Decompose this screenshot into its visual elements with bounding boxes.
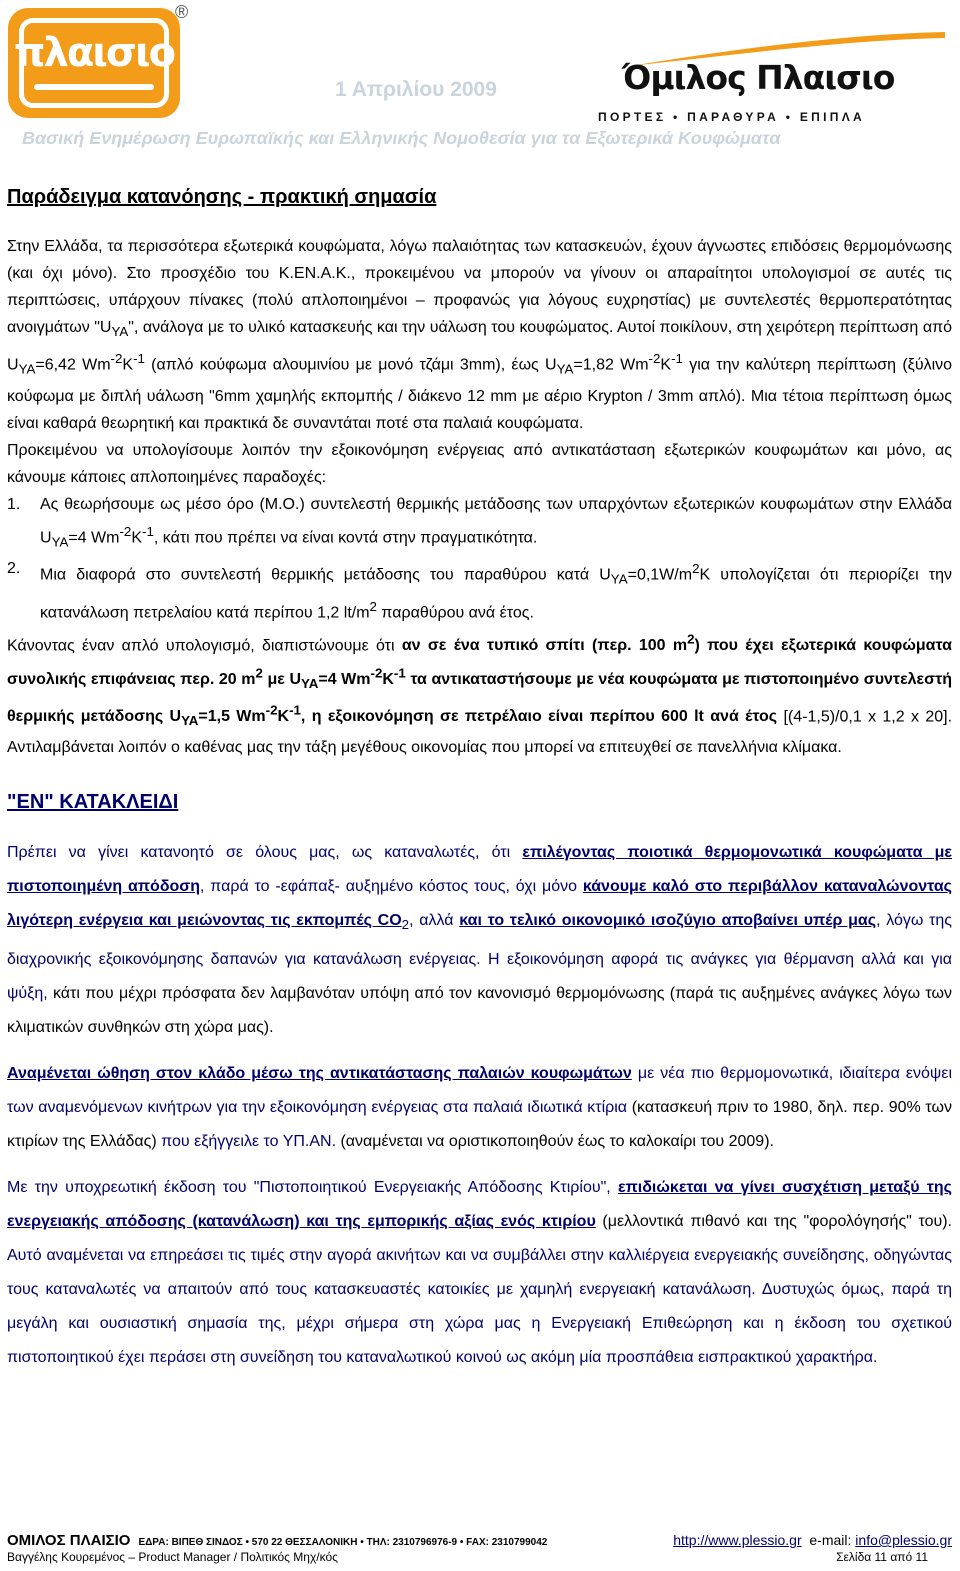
page-number: Σελίδα 11 από 11 [836, 1550, 928, 1564]
plaisio-logo [8, 8, 180, 118]
list-item: 2. Μια διαφορά στο συντελεστή θερμικής μετάδοσης του παραθύρου κατά $U_{\Upsilon A}=0,1W/m^2K$ υπολογίζεται ότι περιορίζει την κατανάλωση πετρελαίου κατά περίπου 1,2 $lt/m^2$ παραθύρου ανά έτος. [7, 560, 953, 622]
footer-company: ΟΜΙΛΟΣ ΠΛΑΙΣΙΟ [7, 1532, 131, 1549]
conclusion-paragraph-3: Με την υποχρεωτική έκδοση του "Πιστοποιητικού Ενεργειακής Απόδοσης Κτιρίου", επιδιώκεται να γίνει συσχέτιση μεταξύ της ενεργειακής απόδοσης (κατανάλωση) και της εμπορικής αξίας ενός κτιρίου (μελλοντικά πιθανό και της "φορολόγησής" του). Αυτό αναμένεται να επηρεάσει τις τιμές στην αγορά ακινήτων και να συμβάλλει στην καλλιέργεια ενεργειακής συνείδησης, οδηγώντας τους καταναλωτές να απαιτούν από τους κατασκευαστές κατοικίες με χαμηλή ενεργειακή κατανάλωση. Δυστυχώς όμως, παρά τη μεγάλη και ουσιαστική σημασία της, μέχρι σήμερα στη χώρα μας η Ενεργειακή Επιθεώρηση και η έκδοση του σχετικού πιστοποιητικού έχει περάσει στη συνείδηση του καταναλωτικού κοινού ως ακόμη μία προσπάθεια εισπρακτικού χαρακτήρα. [7, 1178, 953, 1366]
conclusion-title: "ΕΝ" ΚΑΤΑΚΛΕΙΔΙ [7, 791, 179, 814]
logo-text: πλαισιο [13, 30, 175, 76]
omilos-plaisio-brand [590, 28, 950, 124]
paragraph-intro: Στην Ελλάδα, τα περισσότερα εξωτερικά κουφώματα, λόγω παλαιότητας των κατασκευών, έχουν άγνωστες επιδόσεις θερμομόνωσης (και όχι μόνο). Στο προσχέδιο του Κ.ΕΝ.Α.Κ., προκειμένου να μπορούν να γίνουν οι απαραίτητοι υπολογισμοί σε αυτές τις περιπτώσεις, υπάρχουν πίνακες (πολύ απλοποιημένοι – προφανώς για λόγους ευχρηστίας) με συντελεστές θερμοπερατότητας ανοιγμάτων "$U_{\Upsilon A}$", ανάλογα με το υλικό κατασκευής και την υάλωση του κουφώματος. Αυτοί ποικίλουν, στη χειρότερη περίπτωση από $U_{\Upsilon A}=6,42$ $Wm^{-2}K^{-1}$ (απλό κούφωμα αλουμινίου με μονό τζάμι 3mm), έως $U_{\Upsilon A}=1,82$ $Wm^{-2}K^{-1}$ για την καλύτερη περίπτωση (ξύλινο κούφωμα με διπλή υάλωση "6mm χαμηλής εκπομπής / διάκενο 12 mm με αέριο Krypton / 3mm απλό). Μια τέτοια περίπτωση όμως είναι καθαρά θεωρητική και πρακτικά δε συναντάται ποτέ στα παλαιά κουφώματα. [7, 238, 953, 432]
document-subtitle: Βασική Ενημέρωση Ευρωπαϊκής και Ελληνικής Νομοθεσία για τα Εξωτερικά Κουφώματα [22, 128, 781, 148]
paragraph-assumptions: Προκειμένου να υπολογίσουμε λοιπόν την εξοικονόμηση ενέργειας από αντικατάσταση εξωτερικών κουφωμάτων και μόνο, ας κάνουμε κάποιες απλοποιημένες παραδοχές: [7, 441, 952, 486]
paragraph-calculation: Κάνοντας έναν απλό υπολογισμό, διαπιστώνουμε ότι αν σε ένα τυπικό σπίτι (περ. 100 $m^2$) που έχει εξωτερικά κουφώματα συνολικής επιφάνειας περ. 20 $m^2$ με $U_{\Upsilon A}=4$ $Wm^{-2}K^{-1}$ τα αντικαταστήσουμε με νέα κουφώματα με πιστοποιημένο συντελεστή θερμικής μετάδοσης $U_{\Upsilon A}=1,5$ $Wm^{-2}K^{-1}$, η εξοικονόμηση σε πετρέλαιο είναι περίπου 600 lt ανά έτος [(4-1,5)/0,1 x 1,2 x 20]. Αντιλαμβάνεται λοιπόν ο καθένας μας την τάξη μεγέθους οικονομίας που μπορεί να επιτευχθεί σε πανελλήνια κλίμακα. [7, 632, 953, 757]
page-footer [7, 1532, 952, 1564]
footer-email-label: e-mail: [809, 1532, 856, 1548]
footer-website-link[interactable]: http://www.plessio.gr [673, 1532, 802, 1548]
document-date: 1 Απριλίου 2009 [335, 78, 497, 101]
brand-name: Όμιλος Πλαισιο [622, 58, 895, 97]
section-title: Παράδειγμα κατανόησης - πρακτική σημασία [7, 186, 437, 208]
brand-tagline: ΠΟΡΤΕΣ • ΠΑΡΑΘΥΡΑ • ΕΠΙΠΛΑ [598, 110, 865, 124]
conclusion-paragraph-1: Πρέπει να γίνει κατανοητό σε όλους μας, ως καταναλωτές, ότι επιλέγοντας ποιοτικά θερμομονωτικά κουφώματα με πιστοποιημένη απόδοση, παρά το -εφάπαξ- αυξημένο κόστος τους, όχι μόνο κάνουμε καλό στο περιβάλλον καταναλώνοντας λιγότερη ενέργεια και μειώνοντας τις εκπομπές $CO_2$, αλλά και το τελικό οικονομικό ισοζύγιο αποβαίνει υπέρ μας, λόγω της διαχρονικής εξοικονόμησης δαπανών για κατανάλωση ενέργειας. Η εξοικονόμηση αφορά τις ανάγκες για θέρμανση αλλά και για ψύξη, κάτι που μέχρι πρόσφατα δεν λαμβανόταν υπόψη από τον κανονισμό θερμομόνωσης (παρά τις αυξημένες ανάγκες λόγω των κλιματικών συνθηκών στη χώρα μας). [7, 844, 953, 1036]
footer-email-link[interactable]: info@plessio.gr [855, 1532, 952, 1548]
footer-author: Βαγγέλης Κουρεμένος – Product Manager / Πολιτικός Μηχ/κός [7, 1550, 338, 1564]
footer-address: ΕΔΡΑ: ΒΙΠΕΘ ΣΙΝΔΟΣ • 570 22 ΘΕΣΣΑΛΟΝΙΚΗ • ΤΗΛ: 2310796976-9 • FAX: 2310799042 [138, 1537, 548, 1548]
conclusion-paragraph-2: Αναμένεται ώθηση στον κλάδο μέσω της αντικατάστασης παλαιών κουφωμάτων με νέα πιο θερμομονωτικά, ιδιαίτερα ενόψει των αναμενόμενων κινήτρων για την εξοικονόμηση ενέργειας στα παλαιά ιδιωτικά κτίρια (κατασκευή πριν το 1980, δηλ. περ. 90% των κτιρίων της Ελλάδας) που εξήγγειλε το ΥΠ.ΑΝ. (αναμένεται να οριστικοποιηθούν έως το καλοκαίρι του 2009). [7, 1064, 953, 1150]
document-body [7, 186, 952, 1375]
list-item: 1. Ας θεωρήσουμε ως μέσο όρο (Μ.Ο.) συντελεστή θερμικής μετάδοσης των υπαρχόντων εξωτερικών κουφωμάτων στην Ελλάδα $U_{\Upsilon A}=4$ $Wm^{-2}K^{-1}$, κάτι που πρέπει να είναι κοντά στην πραγματικότητα. [7, 495, 952, 550]
registered-mark: ® [175, 2, 189, 22]
